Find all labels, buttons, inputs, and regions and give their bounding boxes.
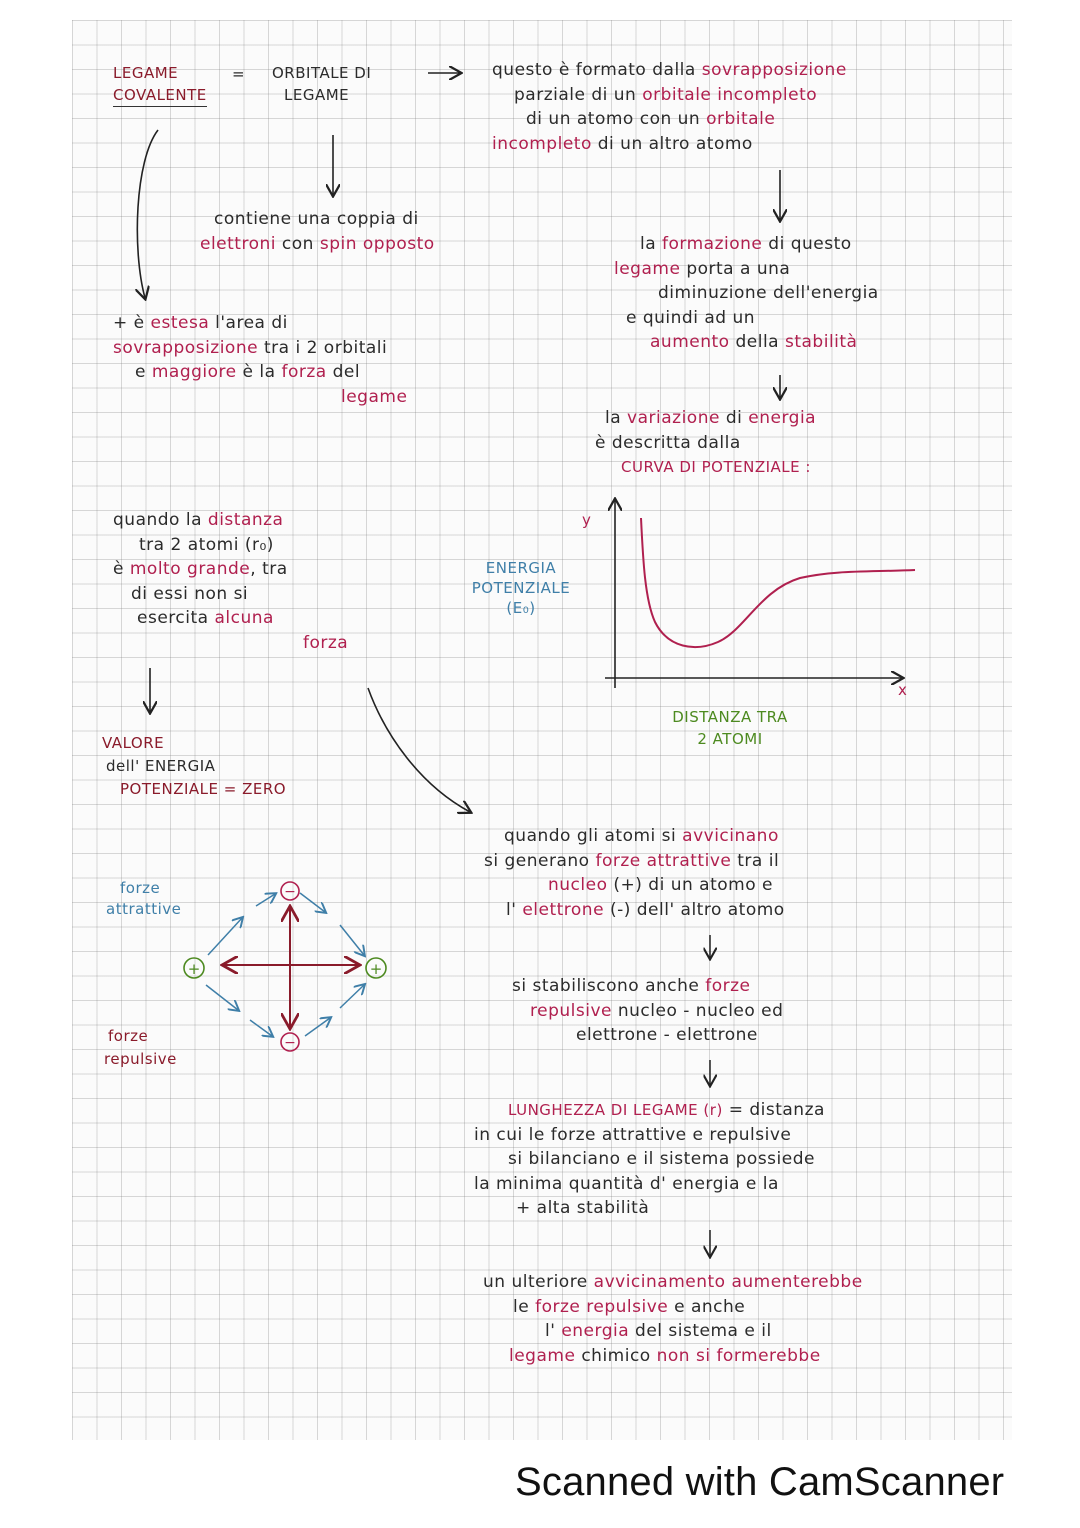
highlight: molto grande [129, 559, 251, 579]
highlight: energia [561, 1321, 630, 1341]
highlight: forze repulsive [535, 1296, 669, 1317]
highlight: nucleo [548, 875, 608, 895]
scanner-watermark: Scanned with CamScanner [515, 1460, 1005, 1504]
text: di un atomo con un [526, 109, 707, 129]
text: + alta stabilità [516, 1198, 650, 1218]
text: e quindi ad un [626, 307, 756, 328]
text: e anche [668, 1296, 746, 1317]
title-line: LEGAME [113, 64, 179, 82]
highlight: elettroni [200, 233, 276, 254]
text: (-) dell' altro atomo [604, 899, 785, 920]
nucleus-left-sign: + [187, 960, 201, 978]
chart-y-axis-letter: y [582, 511, 592, 529]
highlight: aumento [650, 332, 730, 352]
text: tra i 2 orbitali [258, 337, 388, 358]
highlight: legame [614, 258, 681, 279]
attractive-arrow [305, 1018, 330, 1036]
title-line: LEGAME [284, 86, 350, 104]
text: diminuzione dell'energia [658, 283, 879, 303]
text: chimico [575, 1345, 657, 1366]
text: la [605, 408, 628, 428]
text: 2 ATOMI [697, 730, 763, 748]
attractive-arrow [206, 985, 238, 1010]
highlight: estesa [150, 313, 210, 333]
highlight: elettrone [522, 899, 605, 920]
highlight: legame [509, 1345, 576, 1366]
text: l' [506, 899, 523, 920]
text: forze [120, 879, 161, 897]
text: tra il [731, 850, 780, 871]
highlight: maggiore [151, 362, 237, 382]
text: repulsive [104, 1050, 177, 1068]
potential-energy-chart [605, 500, 915, 688]
highlight: legame [341, 386, 408, 407]
highlight: forze attrattive [595, 850, 732, 871]
text: POTENZIALE [471, 579, 571, 597]
highlight: forza [303, 632, 349, 653]
highlight: sovrapposizione [701, 60, 847, 80]
text: e [135, 362, 152, 382]
text: in cui le forze attrattive e repulsive [474, 1124, 792, 1145]
attractive-arrow [250, 1020, 272, 1036]
text: la [640, 234, 663, 254]
highlight: non si formerebbe [656, 1345, 821, 1366]
electron-bottom-sign: − [284, 1035, 296, 1051]
attractive-arrow [256, 894, 275, 906]
text: l'area di [209, 313, 288, 333]
highlight: orbitale incompleto [642, 84, 818, 105]
text: tra 2 atomi (r₀) [139, 534, 274, 555]
attractive-arrow [300, 893, 325, 912]
text: della [729, 332, 785, 352]
highlight: sovrapposizione [113, 337, 259, 358]
text: l' [545, 1321, 562, 1341]
highlight: incompleto [492, 133, 592, 154]
title-line: ORBITALE DI [272, 64, 372, 82]
potential-curve [641, 518, 915, 647]
text: VALORE [102, 734, 165, 752]
text: è descritta dalla [595, 432, 741, 453]
highlight: CURVA DI POTENZIALE : [621, 458, 811, 476]
text: contiene una coppia di [214, 209, 419, 229]
text: si bilanciano e il sistema possiede [508, 1149, 815, 1169]
text: nucleo - nucleo ed [611, 1000, 784, 1021]
text: di questo [762, 234, 852, 254]
highlight: orbitale [706, 109, 776, 129]
title-line: COVALENTE [113, 84, 207, 107]
text: di essi non si [131, 583, 249, 604]
text: di un altro atomo [591, 133, 753, 154]
text: dell' ENERGIA [106, 757, 216, 775]
text: esercita [137, 608, 215, 628]
text: parziale di un [514, 84, 643, 105]
highlight: LUNGHEZZA DI LEGAME (r) [508, 1101, 723, 1119]
highlight: alcuna [214, 608, 274, 628]
attractive-arrow [340, 985, 364, 1008]
text: un ulteriore [483, 1272, 594, 1292]
text: le [513, 1296, 536, 1317]
attractive-arrow [208, 918, 242, 955]
text: + è [113, 313, 151, 333]
attractive-arrow [340, 925, 364, 955]
text: forze [108, 1027, 149, 1045]
highlight: formazione [662, 234, 763, 254]
text: si stabiliscono anche [512, 976, 706, 996]
forces-diagram [184, 882, 386, 1051]
highlight: forza [281, 362, 327, 382]
text: DISTANZA TRA [672, 708, 788, 726]
text: del sistema e il [629, 1321, 772, 1341]
text: (+) di un atomo e [607, 875, 773, 895]
text: quando la [113, 510, 208, 530]
highlight: energia [748, 408, 817, 428]
arrow-curved-approach [368, 688, 470, 812]
text: la minima quantità d' energia e la [474, 1173, 779, 1194]
text: = distanza [722, 1100, 825, 1120]
highlight: spin opposto [319, 233, 435, 254]
text: ENERGIA [485, 559, 557, 577]
text: quando gli atomi si [504, 826, 683, 846]
highlight: stabilità [784, 332, 858, 352]
text: questo è formato dalla [492, 60, 702, 80]
chart-x-axis-letter: x [898, 681, 908, 699]
nucleus-right-sign: + [369, 960, 383, 978]
highlight: avvicinamento aumenterebbe [593, 1272, 863, 1292]
text: del [326, 362, 361, 382]
text: (E₀) [506, 599, 536, 617]
highlight: repulsive [530, 1000, 612, 1021]
text: è [113, 559, 130, 579]
text: si generano [484, 850, 596, 871]
text: elettrone - elettrone [576, 1025, 758, 1045]
text: con [276, 233, 320, 254]
arrow-curved-left [137, 130, 158, 298]
highlight: avvicinano [682, 826, 779, 846]
electron-top-sign: − [284, 884, 296, 900]
text: porta a una [680, 258, 791, 279]
text: attrattive [106, 900, 182, 918]
text: , tra [250, 559, 288, 579]
highlight: forze [705, 976, 751, 996]
text: POTENZIALE = ZERO [120, 780, 287, 798]
equals-sign: = [232, 65, 246, 83]
text: è la [236, 362, 282, 382]
text: di [719, 408, 749, 428]
highlight: distanza [207, 510, 284, 530]
highlight: variazione [627, 408, 720, 428]
